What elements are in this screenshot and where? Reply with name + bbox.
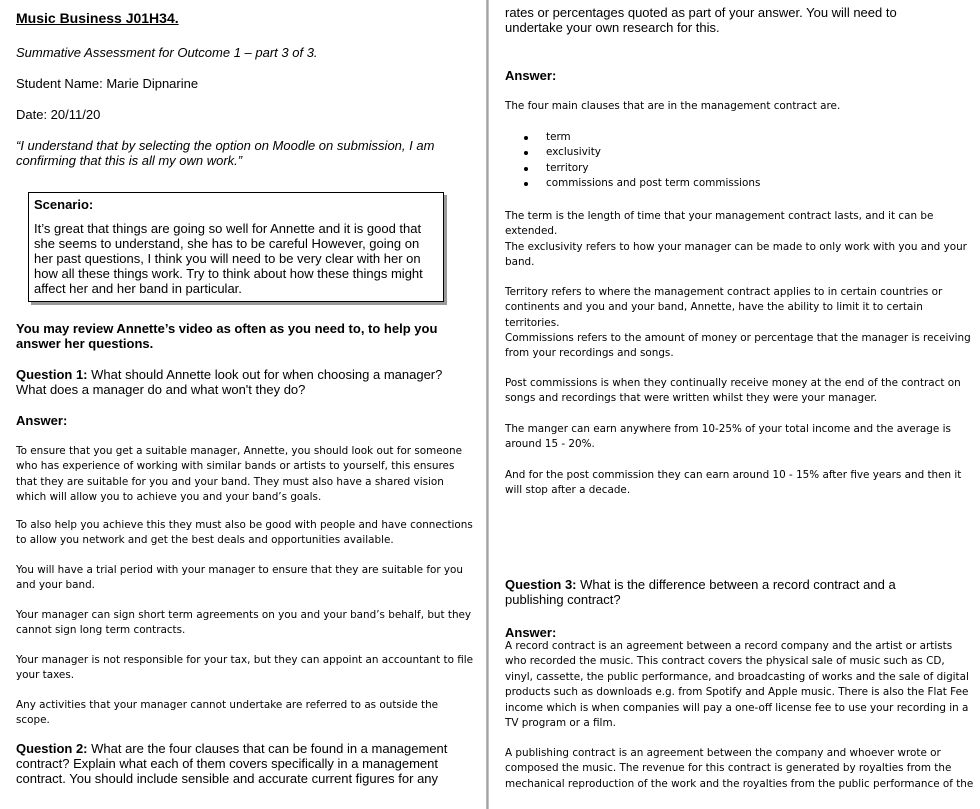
- question-3-text: What is the difference between a record contract and a publishing contract?: [505, 577, 896, 607]
- answer-3-paragraph: A record contract is an agreement between a record company and the artist or artists who recorded the music. This contract covers the physical sale of music such as CD, vinyl, cassette, the public performance, and broadcasting of works and the sale of digital products such as downloads e.g. from Spotify and Apple music. There is also the Flat Fee income which is when companies will pay a one-off license fee to use your recording in a TV program or a film.: [505, 640, 969, 730]
- answer-1-paragraph: To also help you achieve this they must also be good with people and have connections to allow you network and get the best deals and opportunities available.: [16, 519, 473, 547]
- answer-1-paragraph: Any activities that your manager cannot undertake are referred to as outside the scope.: [16, 699, 439, 727]
- clause-item: commissions and post term commissions: [521, 176, 961, 191]
- declaration-statement: “I understand that by selecting the option on Moodle on submission, I am confirming that this is all my own work.”: [16, 138, 435, 168]
- question-3: [505, 577, 935, 607]
- answer-1-paragraph: Your manager is not responsible for your tax, but they can appoint an accountant to file your taxes.: [16, 654, 474, 682]
- submission-date: Date: 20/11/20: [16, 107, 101, 122]
- answer-1-paragraph: You will have a trial period with your manager to ensure that they are suitable for you and your band.: [16, 564, 464, 592]
- answer-1-paragraph: To ensure that you get a suitable manager, Annette, you should look out for someone who has experience of working with similar bands or artists to yourself, this ensures that they are suitable for you and your band. They must also have a shared vision which will allow you to achieve you and your band’s goals.: [16, 445, 462, 504]
- answer-3-paragraph: A publishing contract is an agreement between the company and whoever wrote or composed the music. The revenue for this contract is generated by royalties from the mechanical reproduction of the work and the royalties from the public performance of the: [505, 747, 974, 790]
- answer-2-label: Answer:: [505, 68, 557, 83]
- review-note: You may review Annette’s video as often as you need to, to help you answer her questions.: [16, 321, 438, 351]
- answer-2-paragraph: Territory refers to where the management contract applies to in certain countries or continents and you and your band, Annette, have the ability to limit it to certain territories.: [505, 286, 943, 329]
- question-1: [16, 367, 464, 397]
- answer-2-paragraph: The term is the length of time that your management contract lasts, and it can be extended.: [505, 210, 934, 238]
- clauses-intro: The four main clauses that are in the management contract are.: [505, 100, 841, 112]
- document-title: Music Business J01H34.: [16, 10, 179, 26]
- answer-2-paragraph: The manger can earn anywhere from 10-25% of your total income and the average is around 15 - 20%.: [505, 423, 951, 451]
- answer-1-paragraph: Your manager can sign short term agreements on you and your band’s behalf, but they cannot sign long term contracts.: [16, 609, 472, 637]
- question-2-label: Question 2:: [16, 741, 88, 756]
- answer-2-paragraph: And for the post commission they can earn around 10 - 15% after five years and then it will stop after a decade.: [505, 469, 962, 497]
- left-document-page: [0, 0, 486, 809]
- question-1-label: Question 1:: [16, 367, 88, 382]
- question-2-continuation: rates or percentages quoted as part of your answer. You will need to undertake your own research for this.: [505, 5, 897, 35]
- answer-2-paragraph: Commissions refers to the amount of money or percentage that the manager is receiving from your recordings and songs.: [505, 332, 971, 360]
- question-1-text: What should Annette look out for when choosing a manager? What does a manager do and what won't they do?: [16, 367, 443, 397]
- scenario-box: [28, 192, 444, 302]
- question-3-label: Question 3:: [505, 577, 577, 592]
- clause-item: territory: [521, 161, 961, 176]
- clause-item: term: [521, 130, 961, 145]
- question-2: [16, 741, 466, 786]
- scenario-heading: Scenario:: [34, 197, 94, 212]
- right-document-page: [489, 0, 980, 809]
- question-2-text: What are the four clauses that can be found in a management contract? Explain what each of them covers specifically in a management contract. You should include sensible and accurate current figures for any: [16, 741, 448, 786]
- answer-2-paragraph: Post commissions is when they continually receive money at the end of the contract on songs and recordings that were written whilst they were your manager.: [505, 377, 961, 405]
- answer-3-label: Answer:: [505, 625, 557, 640]
- answer-1-label: Answer:: [16, 413, 68, 428]
- assessment-subtitle: Summative Assessment for Outcome 1 – part 3 of 3.: [16, 45, 318, 60]
- answer-2-paragraph: The exclusivity refers to how your manager can be made to only work with you and your band.: [505, 241, 967, 269]
- scenario-text: It’s great that things are going so well for Annette and it is good that she seems to understand, she has to be careful However, going on her past questions, I think you will need to be very clear with her on how all these things work. Try to think about how these things might affect her and her band in particular.: [34, 221, 423, 296]
- clause-item: exclusivity: [521, 145, 961, 160]
- clauses-list: [521, 130, 961, 192]
- student-name: Student Name: Marie Dipnarine: [16, 76, 199, 91]
